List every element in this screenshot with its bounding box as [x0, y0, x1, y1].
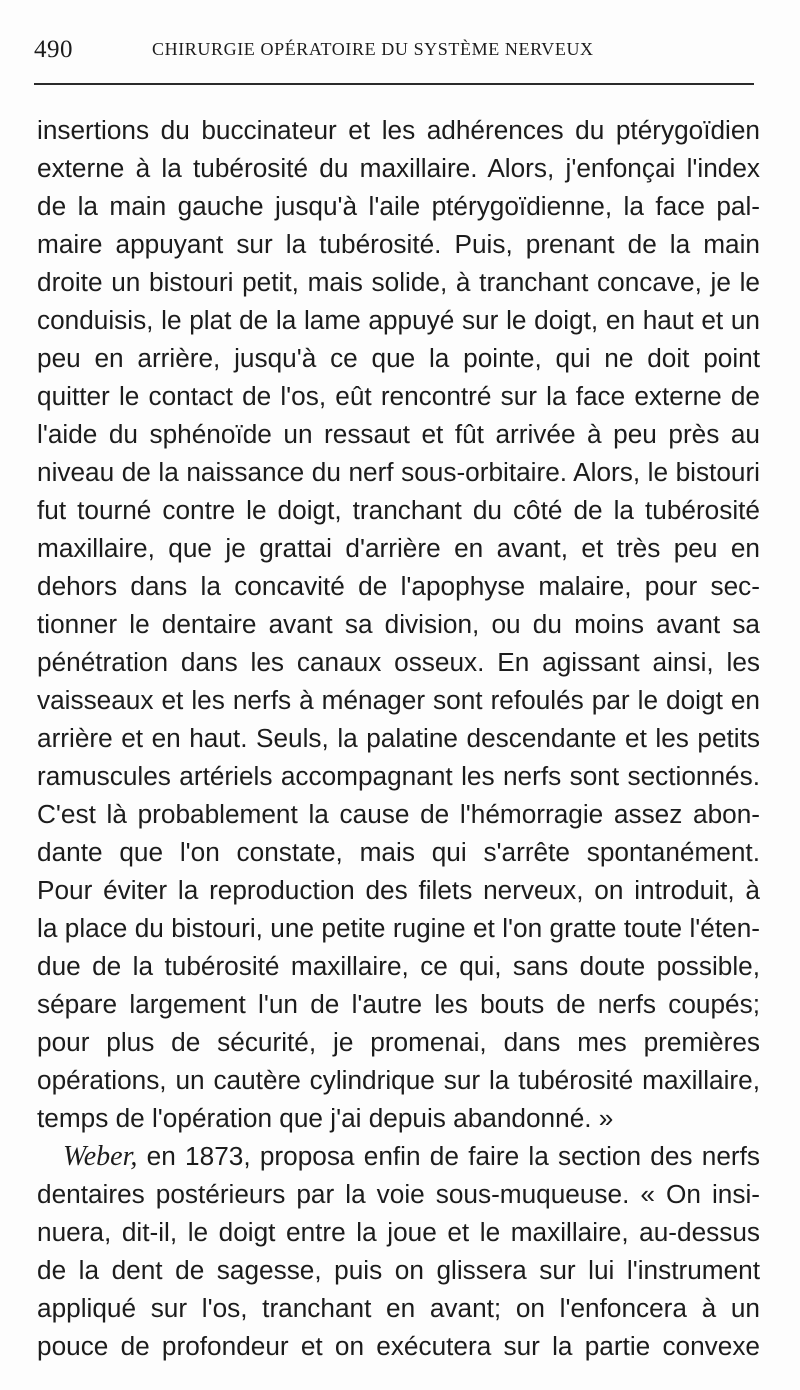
text-line: l'aide du sphénoïde un ressaut et fût arrivée à peu près au — [37, 419, 760, 449]
text-line: maxillaire, que je grattai d'arrière en avant, et très peu en — [37, 533, 760, 563]
text-line: pénétration dans les canaux osseux. En agissant ainsi, les — [37, 647, 760, 677]
running-head — [34, 36, 760, 66]
text-line: la place du bistouri, une petite rugine et l'on gratte toute l'éten- — [37, 913, 760, 943]
text-line: conduisis, le plat de la lame appuyé sur le doigt, en haut et un — [37, 305, 760, 335]
text-line: pour plus de sécurité, je promenai, dans mes premières — [37, 1027, 760, 1057]
text-line: temps de l'opération que j'ai depuis abandonné. » — [37, 1103, 614, 1133]
text-line: nuera, dit-il, le doigt entre la joue et le maxillaire, au-dessus — [37, 1217, 760, 1247]
text-line: C'est là probablement la cause de l'hémorragie assez abon- — [37, 799, 760, 829]
text-line: peu en arrière, jusqu'à ce que la pointe, qui ne doit point — [37, 343, 760, 373]
paragraph-weber — [37, 1137, 760, 1365]
body-text — [37, 111, 760, 1365]
text-line: maire appuyant sur la tubérosité. Puis, prenant de la main — [37, 229, 760, 259]
text-line-rest: en 1873, proposa enfin de faire la section des nerfs — [137, 1141, 760, 1171]
text-line: Pour éviter la reproduction des filets nerveux, on introduit, à — [37, 875, 760, 905]
text-line: pouce de profondeur et on exécutera sur la partie convexe — [37, 1331, 760, 1361]
text-line: due de la tubérosité maxillaire, ce qui, sans doute possible, — [37, 951, 760, 981]
text-line: opérations, un cautère cylindrique sur la tubérosité maxillaire, — [37, 1065, 760, 1095]
page-number: 490 — [34, 36, 73, 63]
text-line: tionner le dentaire avant sa division, ou du moins avant sa — [37, 609, 760, 639]
text-line: fut tourné contre le doigt, tranchant du côté de la tubérosité — [37, 495, 760, 525]
text-line: dentaires postérieurs par la voie sous-muqueuse. « On insi- — [37, 1179, 760, 1209]
text-line: externe à la tubérosité du maxillaire. Alors, j'enfonçai l'index — [37, 153, 760, 183]
text-line: niveau de la naissance du nerf sous-orbitaire. Alors, le bistouri — [37, 457, 760, 487]
text-line: vaisseaux et les nerfs à ménager sont refoulés par le doigt en — [37, 685, 760, 715]
text-line: de la dent de sagesse, puis on glissera sur lui l'instrument — [37, 1255, 760, 1285]
text-line: arrière et en haut. Seuls, la palatine descendante et les petits — [37, 723, 760, 753]
text-line: sépare largement l'un de l'autre les bouts de nerfs coupés; — [37, 989, 760, 1019]
text-line — [37, 1137, 760, 1175]
text-line: de la main gauche jusqu'à l'aile ptérygoïdienne, la face pal- — [37, 191, 760, 221]
text-line: insertions du buccinateur et les adhérences du ptérygoïdien — [37, 115, 760, 145]
header-rule — [34, 83, 754, 85]
text-line: droite un bistouri petit, mais solide, à tranchant concave, je le — [37, 267, 760, 297]
text-line: dante que l'on constate, mais qui s'arrête spontanément. — [37, 837, 760, 867]
running-title: CHIRURGIE OPÉRATOIRE DU SYSTÈME NERVEUX — [152, 39, 594, 59]
text-line: ramuscules artériels accompagnant les nerfs sont sectionnés. — [37, 761, 760, 791]
text-line: dehors dans la concavité de l'apophyse malaire, pour sec- — [37, 571, 760, 601]
author-name: Weber, — [63, 1141, 138, 1172]
text-line: quitter le contact de l'os, eût rencontré sur la face externe de — [37, 381, 760, 411]
paragraph-quote-continuation — [37, 111, 760, 1137]
text-line: appliqué sur l'os, tranchant en avant; on l'enfoncera à un — [37, 1293, 760, 1323]
